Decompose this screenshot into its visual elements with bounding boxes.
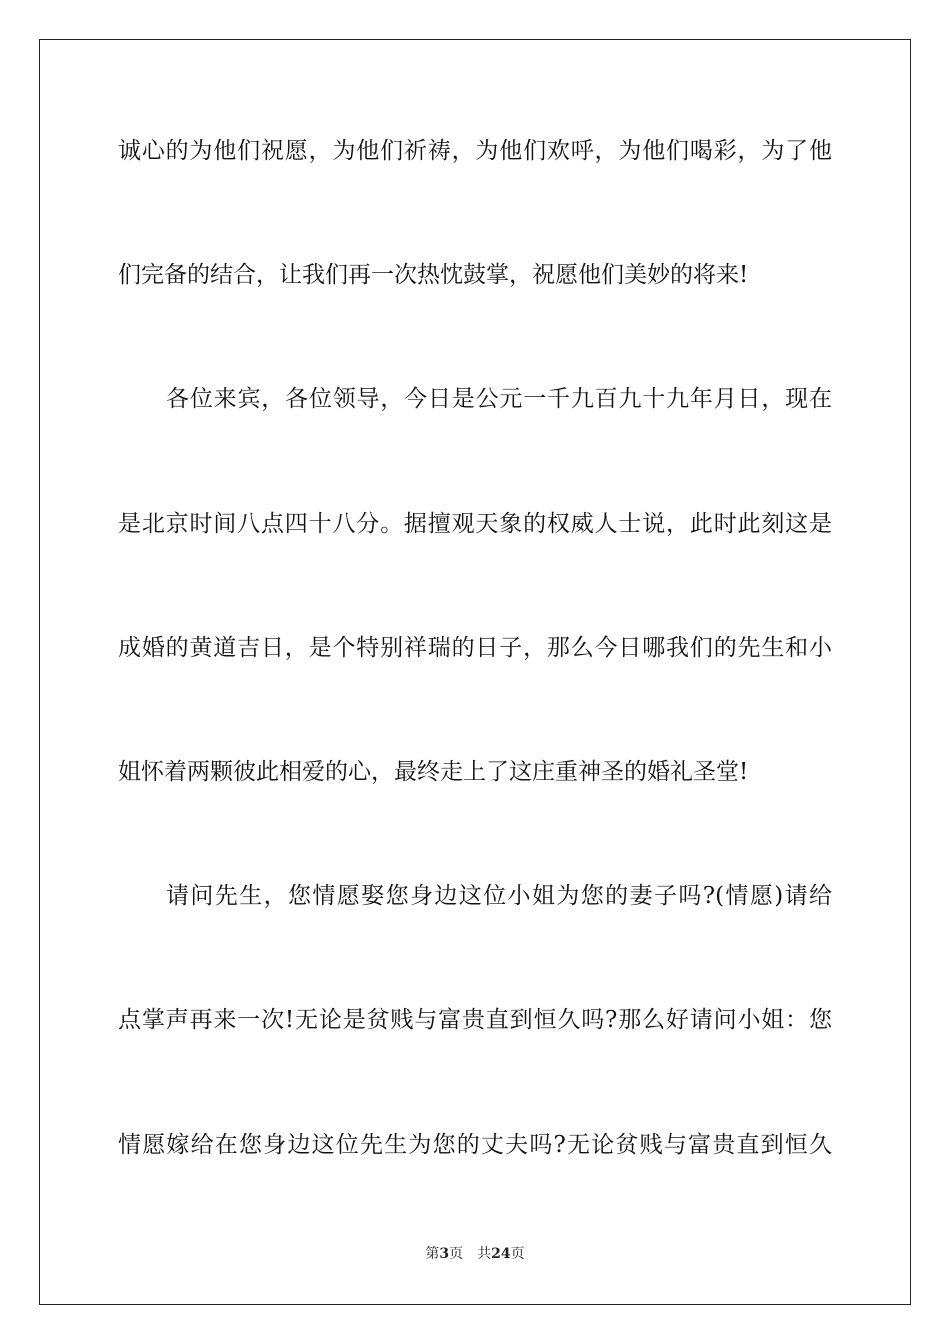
- total-pages: 24: [491, 1246, 511, 1262]
- document-body: [118, 124, 832, 1242]
- text-line-1: 诚心的为他们祝愿，为他们祈祷，为他们欢呼，为他们喝彩，为了他: [118, 138, 832, 164]
- text-line-7: 请问先生，您情愿娶您身边这位小姐为您的妻子吗?(情愿)请给: [166, 883, 832, 910]
- page-number: 3: [439, 1246, 450, 1262]
- page-footer: [0, 1243, 950, 1263]
- page-suffix: 页: [449, 1246, 464, 1262]
- text-line-3: 各位来宾，各位领导，今日是公元一千九百九十九年月日，现在: [166, 386, 832, 413]
- total-suffix: 页: [510, 1246, 525, 1262]
- page-prefix: 第: [425, 1246, 440, 1262]
- text-line-2: 们完备的结合，让我们再一次热忱鼓掌，祝愿他们美妙的将来!: [118, 262, 749, 289]
- text-line-4: 是北京时间八点四十八分。据擅观天象的权威人士说，此时此刻这是: [118, 510, 832, 537]
- total-prefix: 共: [477, 1246, 492, 1262]
- text-line-6: 姐怀着两颗彼此相爱的心，最终走上了这庄重神圣的婚礼圣堂!: [118, 758, 749, 785]
- text-line-9: 情愿嫁给在您身边这位先生为您的丈夫吗?无论贫贱与富贵直到恒久: [118, 1131, 832, 1158]
- text-line-8: 点掌声再来一次!无论是贫贱与富贵直到恒久吗?那么好请问小姐：您: [118, 1007, 832, 1034]
- text-line-5: 成婚的黄道吉日，是个特别祥瑞的日子，那么今日哪我们的先生和小: [118, 634, 832, 661]
